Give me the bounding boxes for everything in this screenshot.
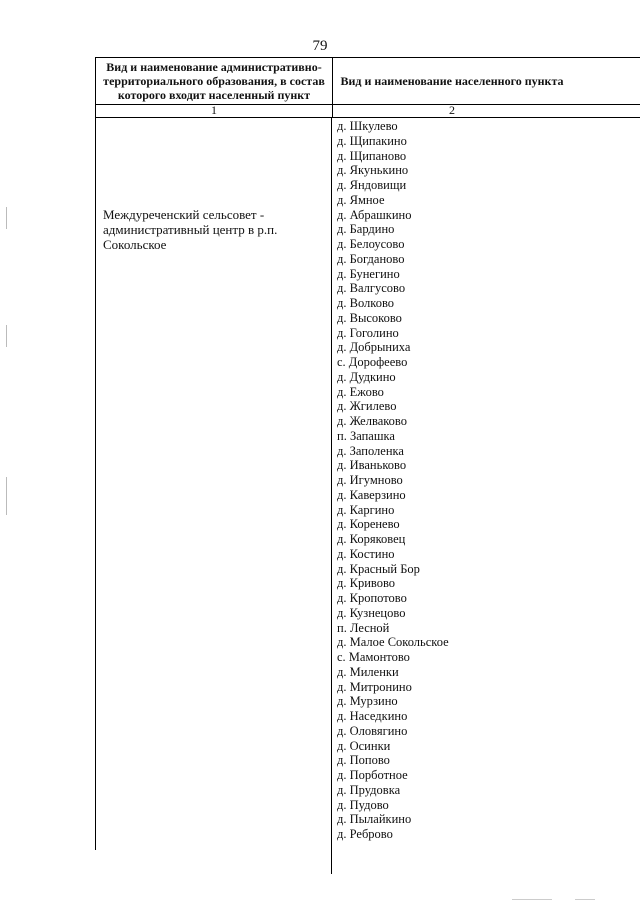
scan-artifact — [575, 899, 595, 900]
settlement-item: д. Реброво — [337, 827, 393, 841]
settlement-item: д. Митронино — [337, 679, 412, 694]
settlement-item: д. Богданово — [337, 251, 405, 266]
scan-artifact — [512, 899, 552, 900]
header-settlement: Вид и наименование населенного пункта — [340, 74, 564, 88]
settlement-item: д. Заполенка — [337, 443, 404, 458]
settlement-item: д. Осинки — [337, 738, 391, 753]
settlement-item: д. Красный Бор — [337, 561, 420, 576]
column-number-row — [95, 104, 640, 118]
settlement-item: д. Желваково — [337, 414, 408, 428]
settlement-item: п. Запашка — [337, 428, 395, 443]
header-admin-entity: Вид и наименование административно-территориального образования, в состав которого входит населенный пункт — [95, 58, 333, 104]
settlement-item: с. Дорофеево — [337, 355, 408, 369]
settlement-item: д. Прудовка — [337, 782, 401, 797]
settlement-item: д. Попово — [337, 753, 390, 768]
settlement-item: д. Высоково — [337, 310, 402, 325]
settlement-item: д. Бардино — [337, 222, 395, 237]
scan-artifact — [6, 477, 7, 515]
settlement-item: д. Каверзино — [337, 487, 406, 502]
settlement-list — [337, 119, 587, 842]
page-number: 79 — [312, 38, 328, 54]
table-column-divider — [331, 118, 332, 874]
admin-entity-cell: Междуреченский сельсовет - административный центр в р.п. Сокольское — [103, 207, 278, 252]
column-number-2: 2 — [449, 103, 455, 117]
settlement-item: д. Коренево — [337, 517, 400, 532]
column-number-1: 1 — [95, 104, 333, 117]
settlement-item: д. Добрыниха — [337, 340, 411, 355]
settlement-item: д. Валгусово — [337, 281, 406, 296]
settlement-item: д. Абрашкино — [337, 207, 412, 222]
settlement-item: д. Гоголино — [337, 325, 399, 340]
settlement-item: д. Кривово — [337, 576, 396, 591]
settlement-item: д. Каргино — [337, 502, 395, 517]
settlement-item: д. Дудкино — [337, 369, 396, 384]
settlement-item: с. Мамонтово — [337, 650, 410, 664]
settlement-item: д. Якунькино — [337, 163, 409, 178]
settlement-item: д. Костино — [337, 546, 395, 561]
settlement-item: д. Шкулево — [337, 119, 398, 133]
scan-artifact — [6, 207, 7, 229]
settlement-item: д. Щипаново — [337, 148, 407, 163]
settlement-item: д. Оловягино — [337, 723, 408, 738]
settlement-item: д. Жгилево — [337, 399, 397, 414]
settlement-item: д. Мурзино — [337, 694, 398, 709]
table-left-border — [95, 118, 96, 850]
settlement-item: д. Кузнецово — [337, 605, 406, 620]
settlement-item: д. Иваньково — [337, 458, 407, 473]
settlement-item: д. Белоусово — [337, 237, 405, 251]
settlement-item: п. Лесной — [337, 620, 390, 635]
scan-artifact — [6, 325, 7, 347]
settlement-item: д. Пылайкино — [337, 812, 412, 827]
settlement-item: д. Наседкино — [337, 709, 408, 723]
settlement-item: д. Миленки — [337, 664, 399, 679]
settlement-item: д. Порботное — [337, 768, 408, 782]
settlement-item: д. Волково — [337, 296, 395, 310]
settlement-item: д. Щипакино — [337, 133, 407, 148]
settlement-item: д. Ежово — [337, 384, 384, 399]
table-header — [95, 57, 640, 105]
settlement-item: д. Малое Сокольское — [337, 635, 449, 650]
settlement-item: д. Бунегино — [337, 266, 400, 281]
settlement-item: д. Ямное — [337, 192, 385, 207]
settlement-item: д. Коряковец — [337, 532, 406, 546]
settlement-item: д. Пудово — [337, 797, 389, 812]
settlement-item: д. Кропотово — [337, 591, 407, 605]
settlement-item: д. Яндовищи — [337, 178, 407, 192]
settlement-item: д. Игумново — [337, 473, 403, 487]
